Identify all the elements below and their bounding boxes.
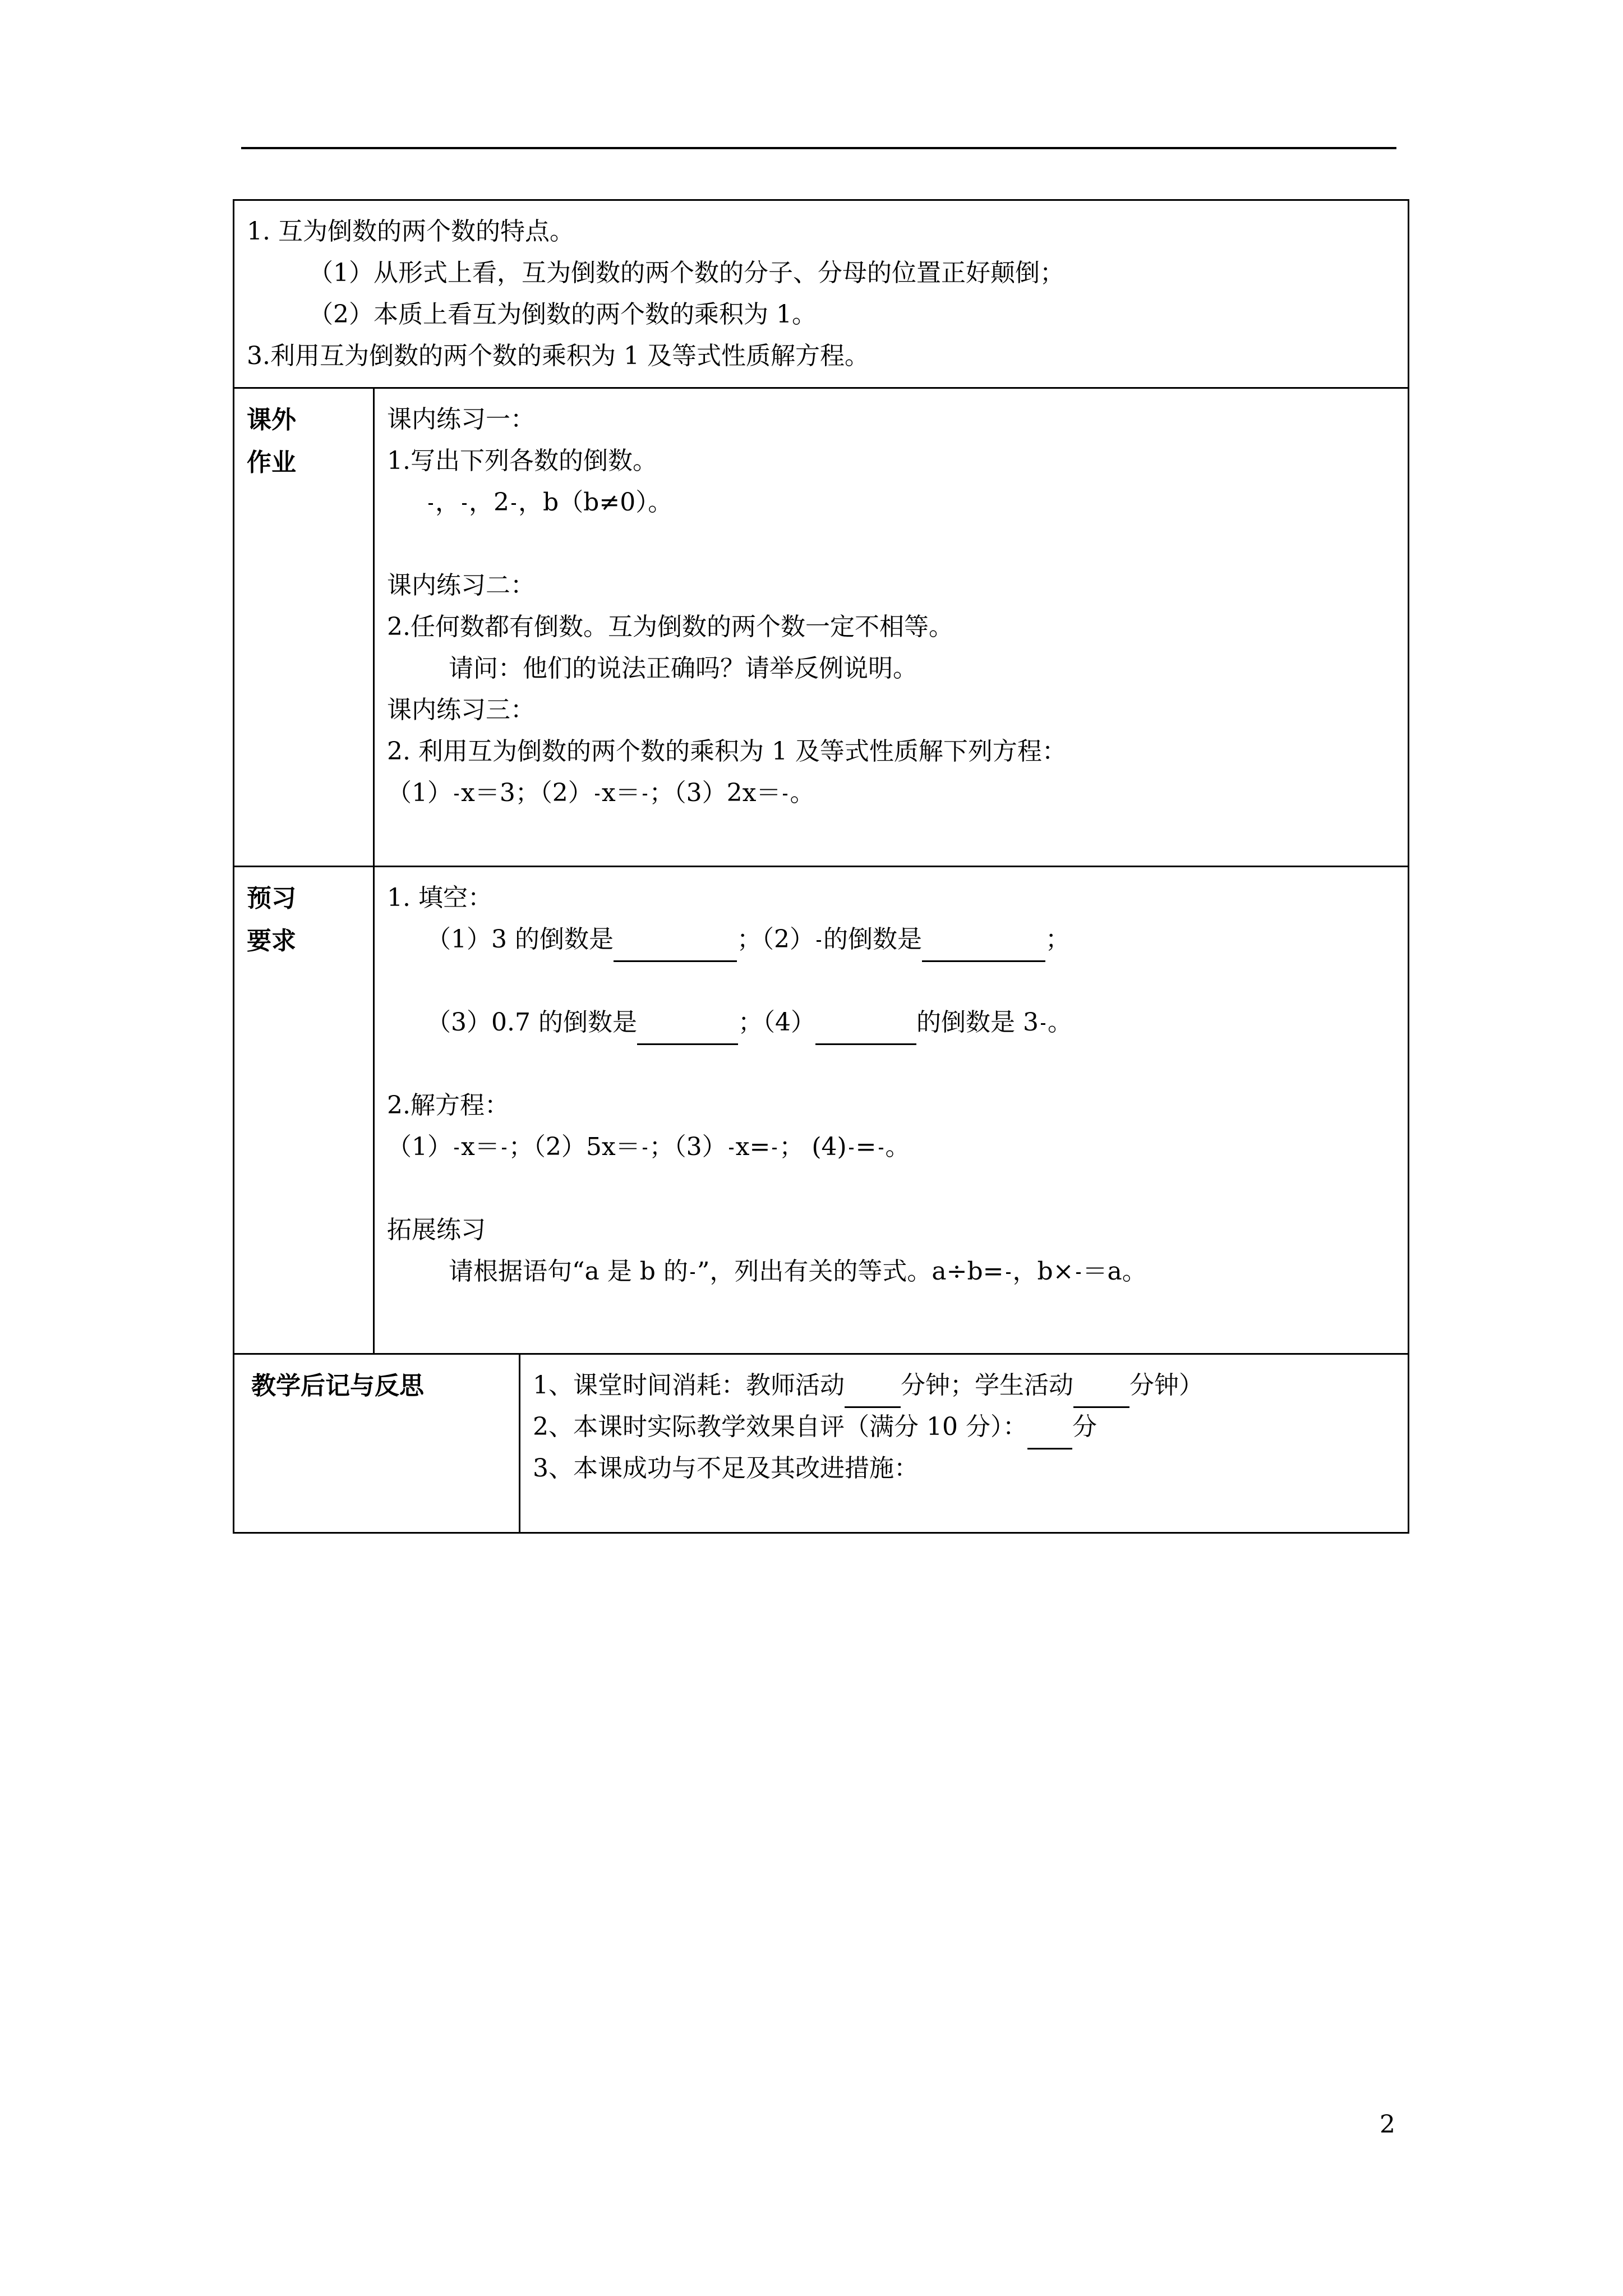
- summary-line-2: （1）从形式上看，互为倒数的两个数的分子、分母的位置正好颠倒；: [308, 259, 1064, 287]
- ex1-title: 课内练习一：: [387, 405, 535, 434]
- ex3-part-5: 。: [790, 779, 815, 807]
- teacher-minutes-blank[interactable]: [845, 1365, 901, 1408]
- lesson-table: [233, 199, 1408, 1534]
- summary-line-4: 3.利用互为倒数的两个数的乘积为 1 及等式性质解方程。: [247, 342, 869, 370]
- ext-c: ，b×: [1012, 1257, 1074, 1286]
- fraction: [729, 1148, 734, 1149]
- fill-1a: （1）3 的倒数是: [426, 925, 614, 954]
- reflection-label-cell: [234, 1354, 520, 1533]
- reflection-content-cell: [520, 1354, 1409, 1533]
- ext-a: 请根据语句“a 是 b 的: [449, 1257, 688, 1286]
- eq-4: ；（3）: [649, 1133, 727, 1161]
- homework-content-cell: [374, 388, 1409, 867]
- fraction: [1041, 1023, 1045, 1025]
- fraction: [595, 794, 600, 795]
- fraction-numerator: [511, 503, 516, 505]
- fraction-numerator: [1041, 1023, 1045, 1025]
- r1c: 分钟）: [1129, 1371, 1204, 1400]
- fraction: [879, 1148, 883, 1149]
- ex1-question: 1.写出下列各数的倒数。: [387, 447, 657, 475]
- fraction-numerator: [454, 794, 459, 795]
- answer-blank[interactable]: [637, 1002, 738, 1045]
- answer-blank[interactable]: [815, 1002, 916, 1045]
- fraction: [690, 1272, 695, 1274]
- r1b: 分钟；学生活动: [901, 1371, 1073, 1400]
- homework-row: [234, 388, 1409, 867]
- extension-line: [387, 1251, 1395, 1334]
- reflection-line-1: [533, 1365, 1395, 1406]
- preview-fill-1: [387, 919, 1395, 1002]
- homework-label-2: 作业: [247, 448, 296, 477]
- r1a: 1、课堂时间消耗：教师活动: [533, 1371, 845, 1400]
- eq-6: ； (4): [779, 1133, 847, 1161]
- eq-8: 。: [885, 1133, 910, 1161]
- ex3-part-3: x＝: [601, 779, 640, 807]
- ex3-question: 2. 利用互为倒数的两个数的乘积为 1 及等式性质解下列方程：: [387, 737, 1067, 766]
- preview-label-1: 预习: [247, 884, 296, 913]
- fraction-numerator: [643, 1148, 647, 1149]
- homework-label-1: 课外: [247, 406, 296, 434]
- reflection-label: 教学后记与反思: [251, 1372, 424, 1400]
- r2a: 2、本课时实际教学效果自评（满分 10 分）：: [533, 1412, 1027, 1441]
- fraction: [454, 1148, 459, 1149]
- fraction-numerator: [783, 794, 787, 795]
- fraction: [1076, 1272, 1081, 1274]
- ex1-math: [387, 482, 1395, 565]
- reflection-row: [234, 1354, 1409, 1533]
- ex3-part-1: （1）: [387, 779, 452, 807]
- ex2-question: 2.任何数都有倒数。互为倒数的两个数一定不相等。: [387, 613, 953, 641]
- answer-blank[interactable]: [922, 919, 1045, 962]
- preview-row: [234, 867, 1409, 1354]
- fraction-numerator: [879, 1148, 883, 1149]
- extension-title: 拓展练习: [387, 1216, 486, 1244]
- eq-5: x=: [735, 1133, 771, 1161]
- fraction: [772, 1148, 777, 1149]
- score-blank[interactable]: [1027, 1406, 1072, 1450]
- reflection-line-3: 3、本课成功与不足及其改进措施：: [533, 1454, 919, 1483]
- fill-1c: 的倒数是: [823, 925, 922, 954]
- fraction: [643, 794, 647, 795]
- fraction-numerator: [1006, 1272, 1011, 1274]
- fill-2d: 。: [1047, 1008, 1072, 1037]
- summary-row: [234, 200, 1409, 388]
- ext-b: ”，列出有关的等式。a÷b=: [697, 1257, 1004, 1286]
- fill-1d: ；: [1045, 925, 1070, 954]
- preview-label-cell: [234, 867, 374, 1354]
- reflection-line-2: [533, 1406, 1395, 1448]
- fraction: [462, 503, 467, 505]
- fraction-numerator: [849, 1148, 854, 1149]
- answer-blank[interactable]: [614, 919, 737, 962]
- fraction: [1006, 1272, 1011, 1274]
- ex1-sep-1: ，: [435, 488, 460, 517]
- fill-2b: ；（4）: [737, 1008, 815, 1037]
- fill-2a: （3）0.7 的倒数是: [426, 1008, 637, 1037]
- fraction: [502, 1148, 506, 1149]
- fraction-numerator: [428, 503, 433, 505]
- preview-fill-2: [387, 1002, 1395, 1085]
- ex3-math: [387, 772, 1395, 855]
- preview-content-cell: [374, 867, 1409, 1354]
- fraction: [817, 940, 821, 942]
- fraction-numerator: [690, 1272, 695, 1274]
- fraction: [428, 503, 433, 505]
- fraction-numerator: [595, 794, 600, 795]
- fraction: [454, 794, 459, 795]
- ex3-part-2: x＝3；（2）: [461, 779, 593, 807]
- r2b: 分: [1072, 1412, 1097, 1441]
- ex3-part-4: ；（3）2x＝: [649, 779, 781, 807]
- fill-1b: ；（2）: [736, 925, 814, 954]
- homework-label-cell: [234, 388, 374, 867]
- eq-2: x＝: [461, 1133, 500, 1161]
- preview-equations: [387, 1126, 1395, 1209]
- fraction-numerator: [502, 1148, 506, 1149]
- ex1-sep-2: ，2: [469, 488, 509, 517]
- preview-q1: 1. 填空：: [387, 884, 492, 912]
- ext-d: ＝a。: [1082, 1257, 1147, 1286]
- ex1-tail: ，b（b≠0）。: [518, 488, 673, 517]
- fraction-numerator: [454, 1148, 459, 1149]
- student-minutes-blank[interactable]: [1073, 1365, 1129, 1408]
- eq-7: =: [855, 1133, 877, 1161]
- fraction-numerator: [729, 1148, 734, 1149]
- summary-line-1: 1. 互为倒数的两个数的特点。: [247, 217, 574, 246]
- ex2-title: 课内练习二：: [387, 571, 535, 600]
- header-rule: [241, 147, 1396, 149]
- fill-2c: 的倒数是 3: [916, 1008, 1039, 1037]
- eq-1: （1）: [387, 1133, 452, 1161]
- preview-label-2: 要求: [247, 927, 296, 955]
- eq-3: ；（2）5x＝: [508, 1133, 640, 1161]
- summary-line-3: （2）本质上看互为倒数的两个数的乘积为 1。: [308, 300, 817, 329]
- ex2-ask: 请问：他们的说法正确吗？请举反例说明。: [449, 654, 917, 683]
- fraction: [643, 1148, 647, 1149]
- ex3-title: 课内练习三：: [387, 696, 535, 724]
- preview-q2: 2.解方程：: [387, 1091, 509, 1120]
- fraction-numerator: [772, 1148, 777, 1149]
- fraction: [783, 794, 787, 795]
- fraction: [511, 503, 516, 505]
- fraction-numerator: [643, 794, 647, 795]
- page-number: 2: [1380, 2110, 1395, 2139]
- fraction: [849, 1148, 854, 1149]
- fraction-numerator: [817, 940, 821, 942]
- fraction-numerator: [1076, 1272, 1081, 1274]
- summary-cell: [234, 200, 1409, 388]
- fraction-numerator: [462, 503, 467, 505]
